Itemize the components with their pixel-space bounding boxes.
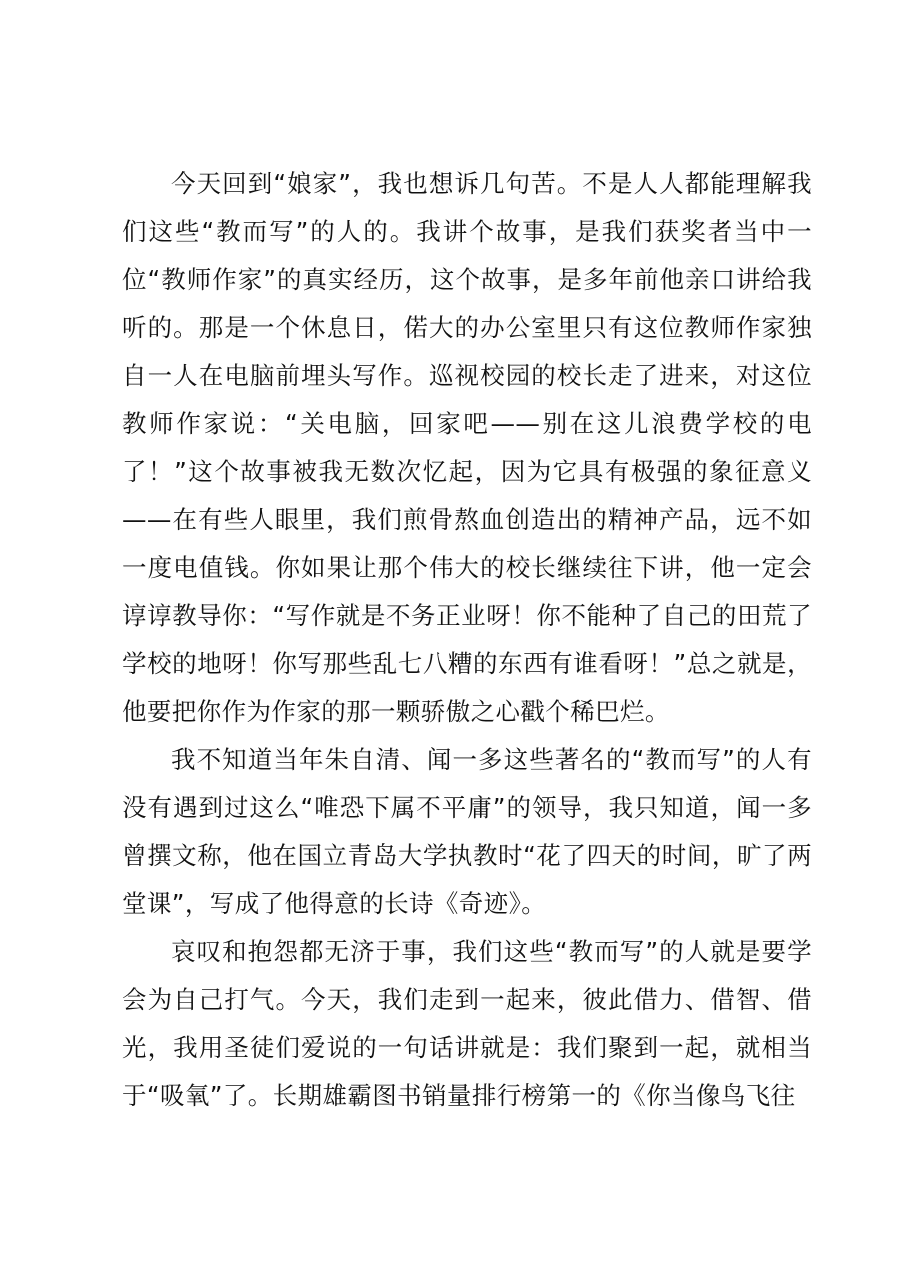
paragraph-3: 哀叹和抱怨都无济于事，我们这些“教而写”的人就是要学会为自己打气。今天，我们走到一起来，彼此借力、借智、借光，我用圣徒们爱说的一句话讲就是：我们聚到一起，就相当于“吸氧”了。长期雄霸图书销量排行榜第一的《你当像鸟飞往 (122, 937, 812, 1110)
document-body (122, 160, 812, 1120)
paragraph-1: 今天回到“娘家”，我也想诉几句苦。不是人人都能理解我们这些“教而写”的人的。我讲个故事，是我们获奖者当中一位“教师作家”的真实经历，这个故事，是多年前他亲口讲给我听的。那是一个休息日，偌大的办公室里只有这位教师作家独自一人在电脑前埋头写作。巡视校园的校长走了进来，对这位教师作家说：“关电脑，回家吧——别在这儿浪费学校的电了！”这个故事被我无数次忆起，因为它具有极强的象征意义——在有些人眼里，我们煎骨熬血创造出的精神产品，远不如一度电值钱。你如果让那个伟大的校长继续往下讲，他一定会谆谆教导你：“写作就是不务正业呀！你不能种了自己的田荒了学校的地呀！你写那些乱七八糟的东西有谁看呀！”总之就是，他要把你作为作家的那一颗骄傲之心戳个稀巴烂。 (122, 169, 812, 726)
paragraph-2: 我不知道当年朱自清、闻一多这些著名的“教而写”的人有没有遇到过这么“唯恐下属不平庸”的领导，我只知道，闻一多曾撰文称，他在国立青岛大学执教时“花了四天的时间，旷了两堂课”，写成了他得意的长诗《奇迹》。 (122, 745, 812, 918)
